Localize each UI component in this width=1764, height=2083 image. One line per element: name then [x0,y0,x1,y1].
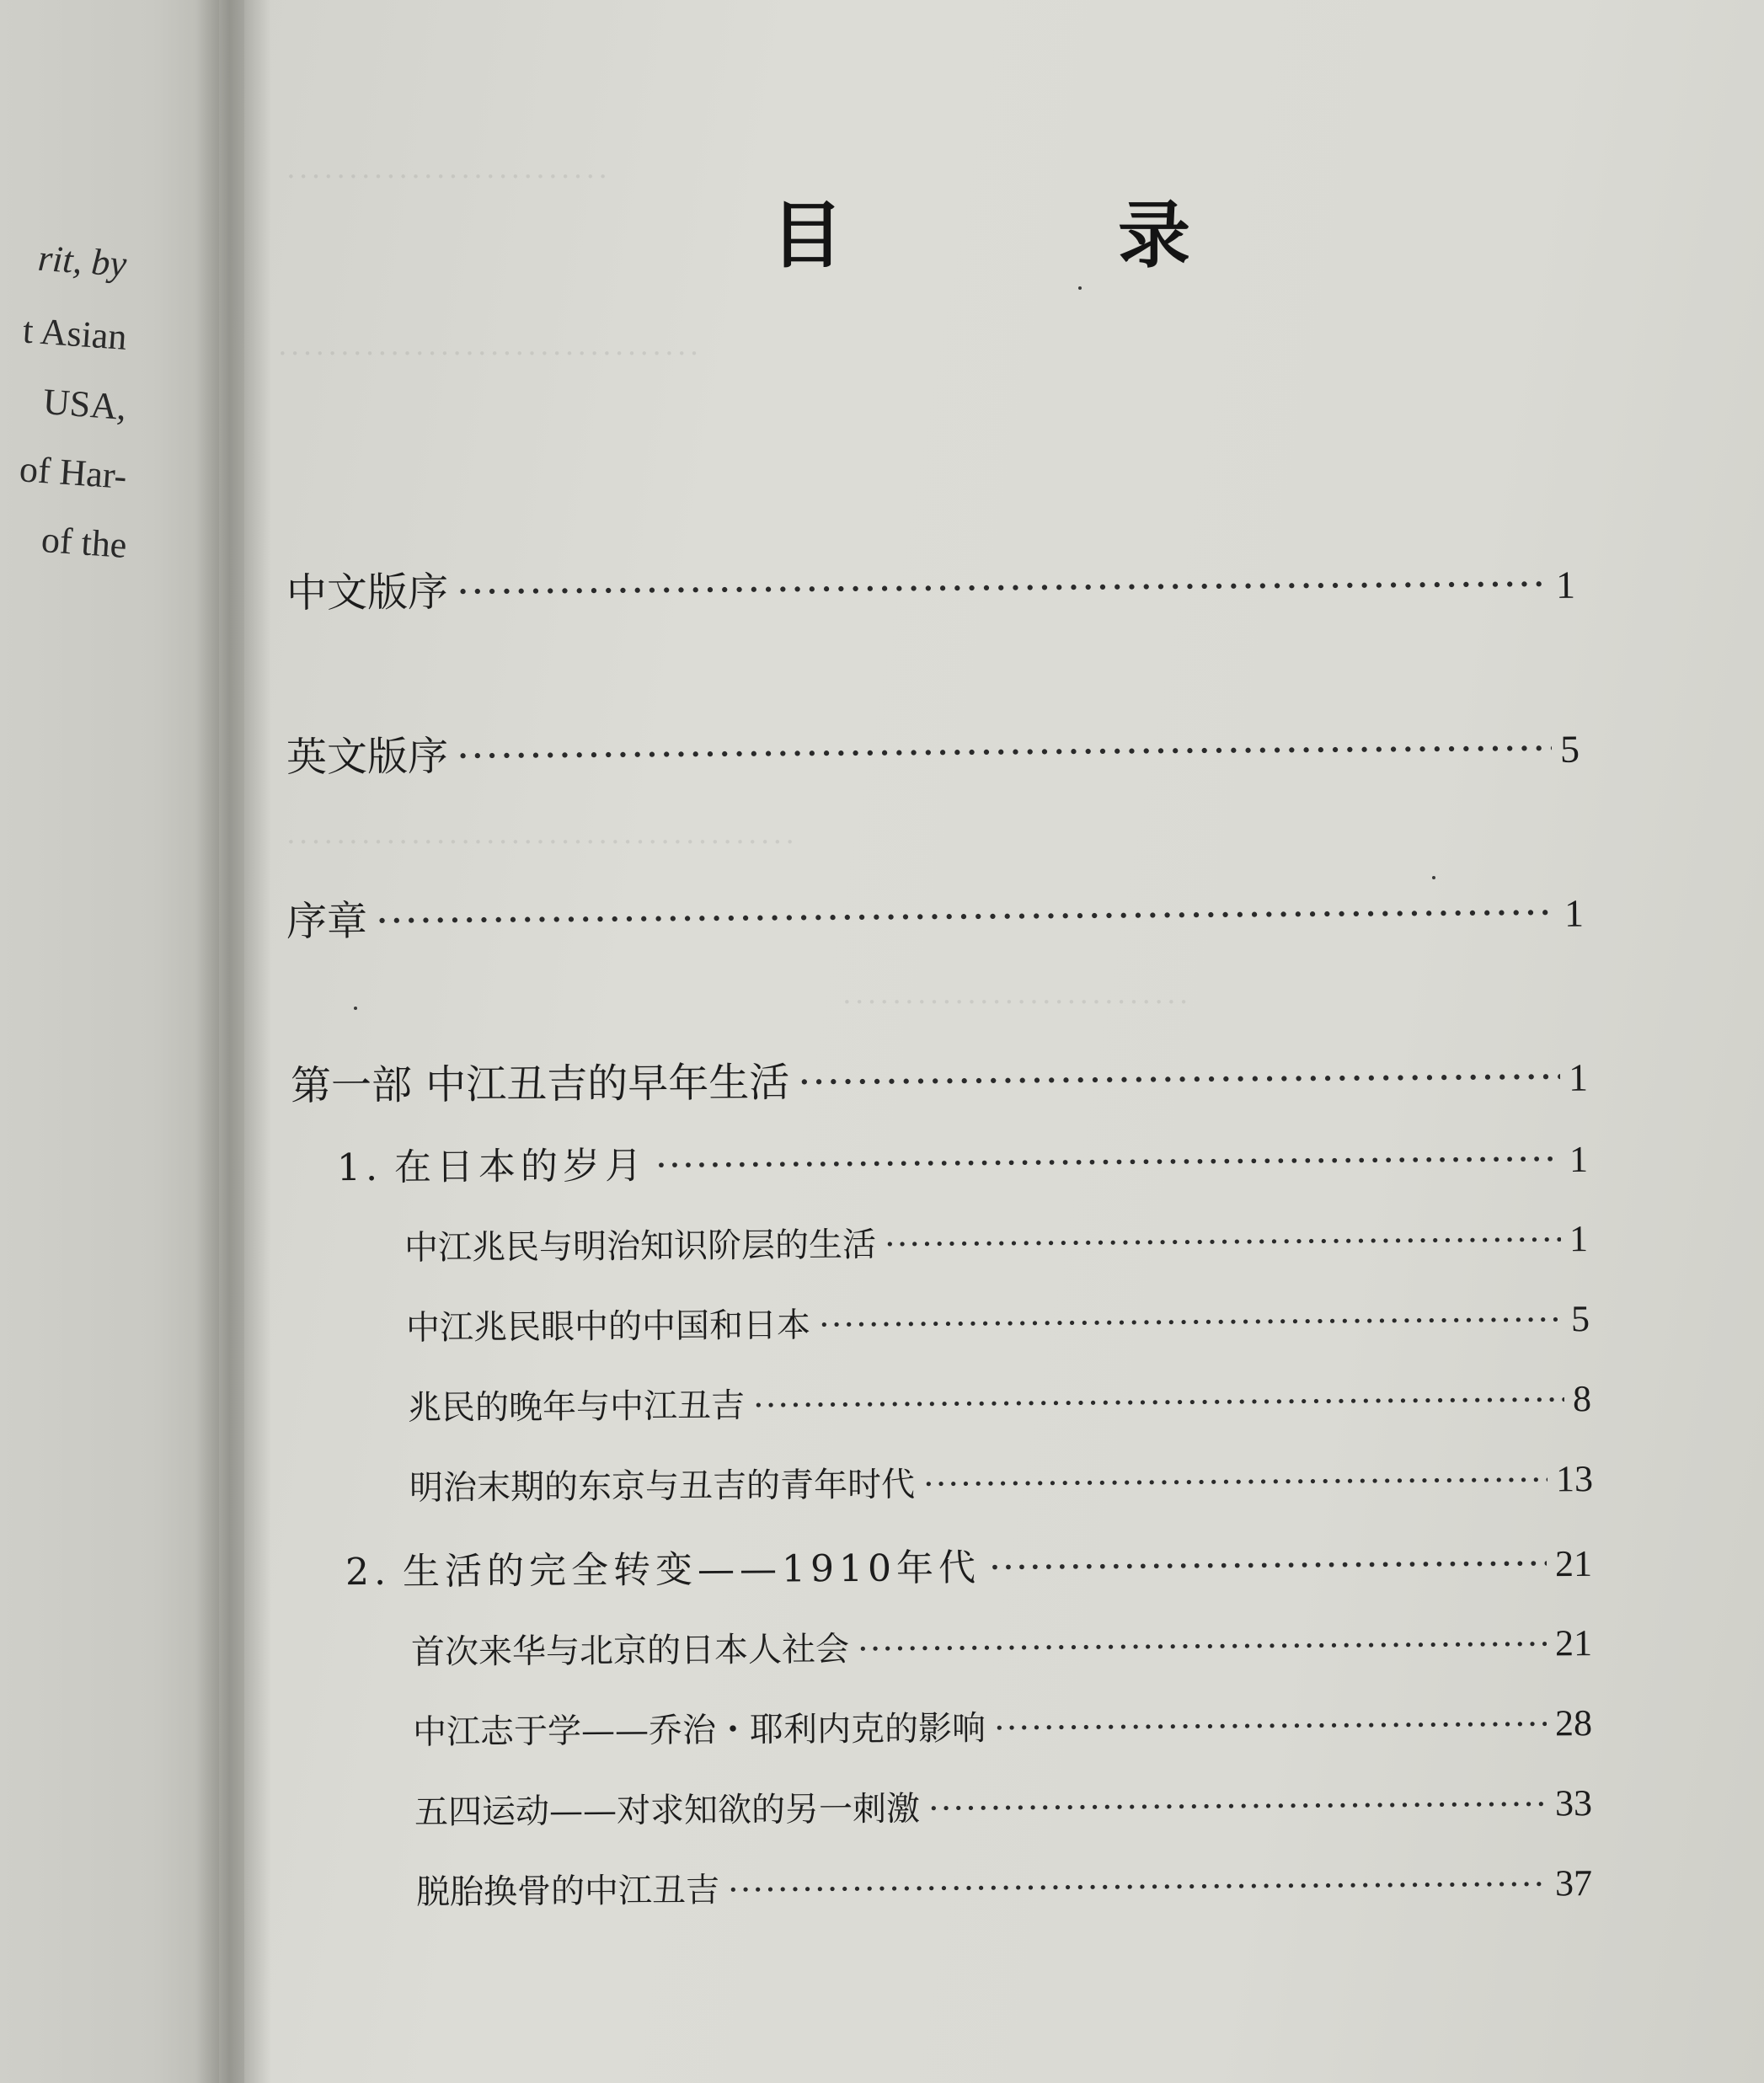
leader-dots [885,1220,1561,1264]
toc-entry-page: 5 [1570,1298,1590,1340]
toc-entry [286,552,1575,619]
toc-entry-page: 33 [1554,1782,1593,1824]
show-through-dots: ········································· [286,825,799,859]
show-through-dots: ·································· [278,337,703,371]
leader-dots [923,1461,1548,1503]
toc-entry-page: 21 [1554,1542,1593,1585]
toc-entry-page: 28 [1554,1702,1593,1744]
leader-dots [819,1301,1563,1344]
toc-entry [286,880,1584,948]
toc-section-entry [404,1213,1588,1269]
toc-entry-page: 1 [1568,1055,1589,1099]
leader-dots [989,1542,1547,1589]
toc-entry-page: 5 [1559,727,1580,771]
page-title: 目 录 [771,194,1291,278]
leader-dots [457,561,1548,616]
show-through-dots: ···························· [842,985,1192,1019]
toc-chapter-number: 2. [345,1550,392,1594]
toc-entry-label: 在日本的岁月 [393,1144,648,1189]
leader-dots [858,1625,1547,1669]
toc-entry-label: 生活的完全转变——1910年代 [402,1546,981,1594]
left-page-line: of Har- [18,448,128,497]
toc-entry-label: 脱胎换骨的中江丑吉 [415,1871,720,1912]
toc-entry [286,716,1580,783]
toc-section-entry [409,1453,1593,1509]
left-page-line: t Asian [21,309,128,358]
toc-entry-label: 五四运动——对求知欲的另一刺激 [414,1789,921,1832]
leader-dots [457,725,1552,780]
toc-part-number: 第一部 [290,1061,413,1110]
leader-dots [928,1785,1547,1828]
toc-entry-label: 中江兆民眼中的中国和日本 [405,1306,811,1348]
toc-entry-page: 8 [1572,1378,1592,1420]
leader-dots [994,1705,1547,1748]
toc-entry-page: 1 [1564,891,1585,935]
toc-entry-page: 37 [1554,1862,1593,1904]
toc-entry-page: 13 [1555,1458,1594,1500]
toc-entry-label: 序章 [286,897,368,946]
toc-entry-label: 中江兆民与明治知识阶层的生活 [404,1225,877,1268]
toc-entry-label: 英文版序 [286,733,449,782]
paper-speck [1078,286,1082,290]
leader-dots [753,1381,1564,1425]
toc-chapter-number: 1. [336,1146,383,1190]
left-page-line: USA, [41,381,128,428]
show-through-dots: ·························· [286,160,611,194]
toc-entry-label: 中江志于学——乔治・耶利内克的影响 [412,1709,986,1752]
toc-entry-page: 1 [1569,1218,1589,1260]
toc-entry-label: 中江丑吉的早年生活 [425,1059,790,1109]
toc-section-entry [416,1857,1592,1914]
toc-section-entry [413,1697,1592,1754]
toc-section-entry [408,1373,1591,1429]
toc-part-entry [291,1044,1588,1112]
leader-dots [655,1138,1561,1188]
toc-entry-label: 明治末期的东京与丑吉的青年时代 [409,1465,916,1508]
toc-entry-page: 21 [1554,1622,1593,1664]
left-page-line: rit, by [36,237,128,285]
leader-dots [798,1054,1560,1106]
paper-speck [354,1007,357,1010]
toc-entry-label: 中文版序 [286,569,449,617]
leader-dots [376,889,1556,945]
toc-entry-page: 1 [1555,563,1576,606]
toc-entry-page: 1 [1569,1138,1589,1180]
toc-entry-label: 兆民的晚年与中江丑吉 [407,1386,746,1428]
toc-section-entry [406,1293,1590,1349]
leader-dots [728,1866,1547,1910]
toc-section-entry [414,1777,1592,1834]
left-page-line: of the [40,518,128,566]
toc-chapter-entry [345,1533,1592,1595]
toc-chapter-entry [337,1129,1588,1191]
paper-speck [1432,876,1435,879]
toc-section-entry [411,1617,1592,1674]
toc-entry-label: 首次来华与北京的日本人社会 [410,1630,850,1672]
